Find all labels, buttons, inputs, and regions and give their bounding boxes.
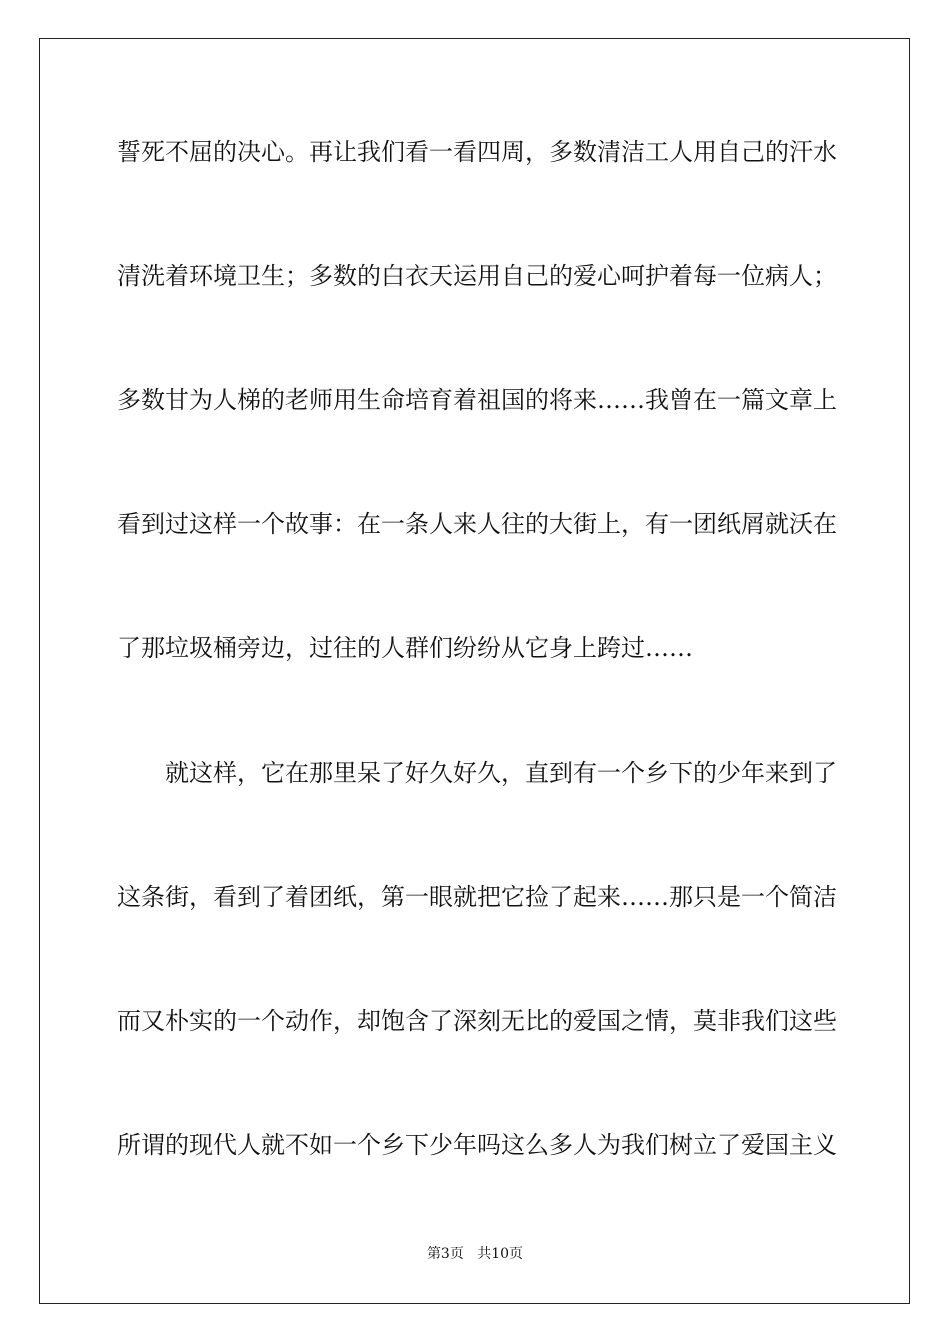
text-line-1: 誓死不屈的决心。再让我们看一看四周，多数清洁工人用自己的汗水 xyxy=(117,138,837,166)
page-total: 共10页 xyxy=(477,1246,524,1262)
text-line-4: 看到过这样一个故事：在一条人来人往的大街上，有一团纸屑就沃在 xyxy=(117,510,837,538)
text-line-2: 清洗着环境卫生；多数的白衣天运用自己的爱心呵护着每一位病人； xyxy=(117,262,837,290)
text-line-6: 就这样，它在那里呆了好久好久，直到有一个乡下的少年来到了 xyxy=(165,759,837,787)
page-border xyxy=(39,38,910,1304)
text-line-7: 这条街，看到了着团纸，第一眼就把它捡了起来……那只是一个简洁 xyxy=(117,883,837,911)
text-line-8: 而又朴实的一个动作，却饱含了深刻无比的爱国之情，莫非我们这些 xyxy=(117,1007,837,1035)
page-number: 第3页 xyxy=(426,1246,464,1262)
text-line-3: 多数甘为人梯的老师用生命培育着祖国的将来……我曾在一篇文章上 xyxy=(117,386,837,414)
text-line-9: 所谓的现代人就不如一个乡下少年吗这么多人为我们树立了爱国主义 xyxy=(117,1131,837,1159)
text-line-5: 了那垃圾桶旁边，过往的人群们纷纷从它身上跨过…… xyxy=(117,634,693,662)
page-footer xyxy=(0,1244,950,1264)
